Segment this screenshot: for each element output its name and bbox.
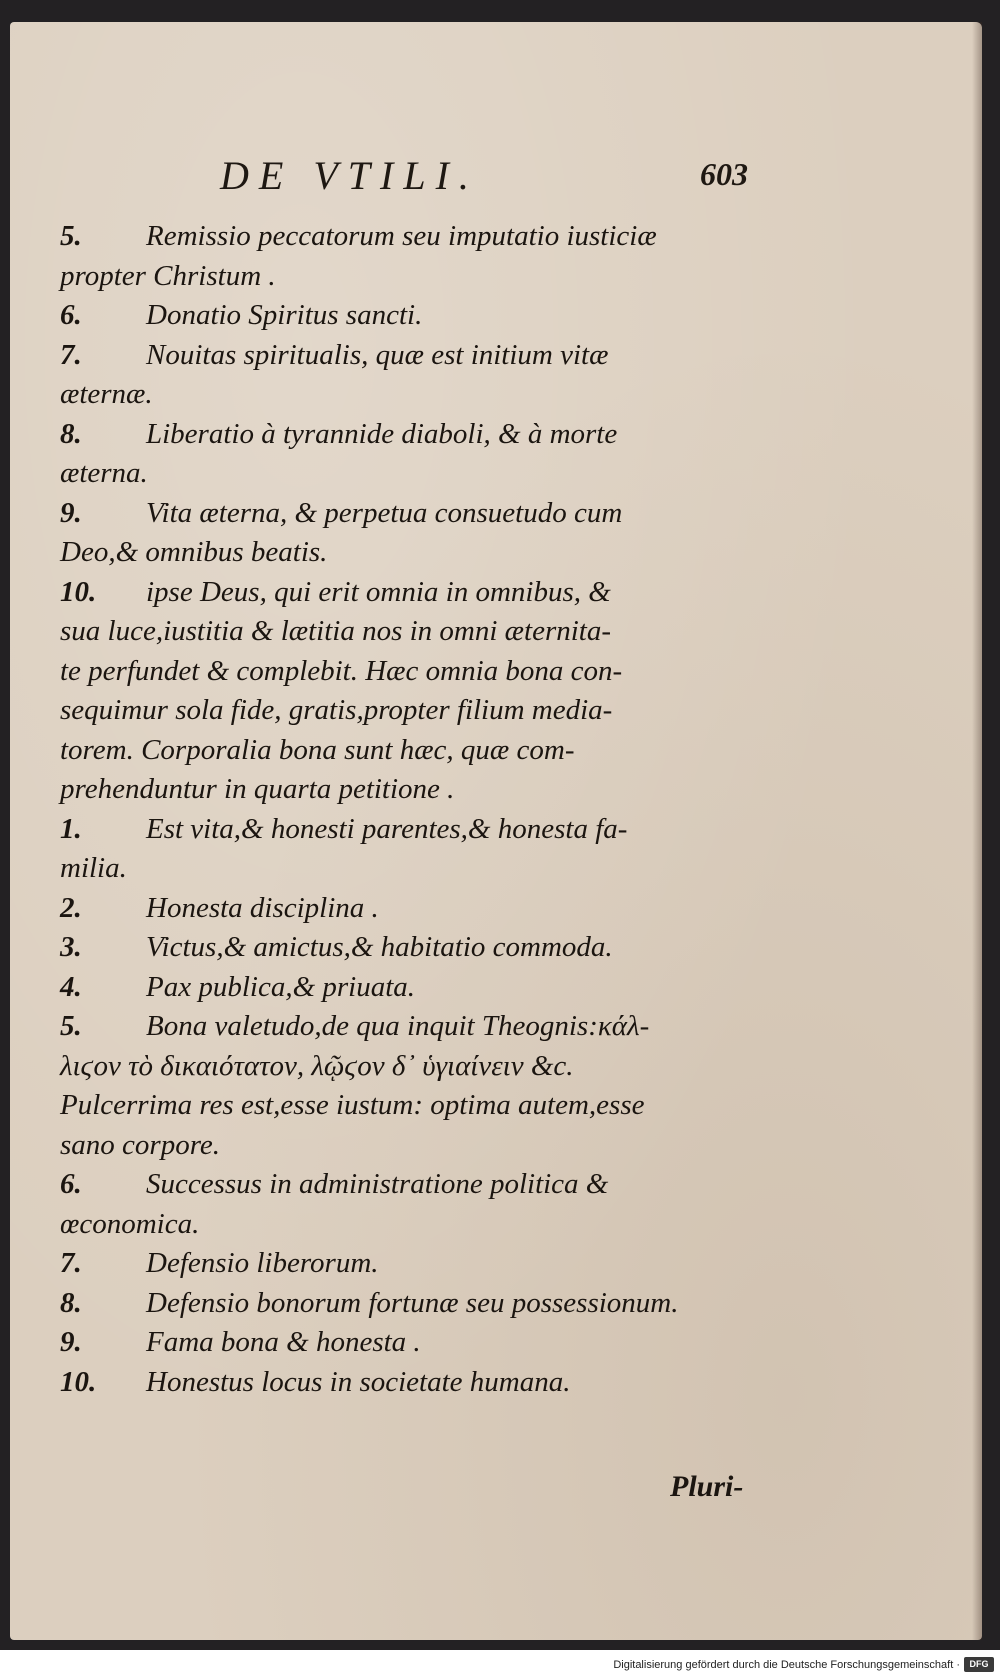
line-text: Nouitas spiritualis, quæ est initium vitæ: [146, 338, 609, 371]
line-text: milia.: [60, 852, 127, 884]
text-line: [60, 257, 770, 297]
text-line: [60, 454, 770, 494]
text-line: [60, 1086, 770, 1126]
text-line: [60, 1165, 770, 1205]
line-text: propter Christum .: [60, 259, 276, 292]
item-number: 5.: [60, 1010, 82, 1042]
text-line: [60, 612, 770, 652]
line-text: Fama bona & honesta .: [146, 1326, 421, 1358]
line-text: Successus in administratione politica &: [146, 1168, 609, 1200]
text-line: [60, 1007, 770, 1047]
line-text: sua luce,iustitia & lætitia nos in omni æternita-: [60, 615, 612, 647]
line-text: Pulcerrima res est,esse iustum: optima autem,esse: [60, 1089, 645, 1121]
item-number: 8.: [60, 417, 82, 450]
text-line: [60, 217, 770, 257]
text-line: [60, 968, 770, 1008]
item-number: 7.: [60, 338, 82, 371]
item-number: 6.: [60, 1168, 82, 1200]
line-text: Defensio liberorum.: [146, 1247, 379, 1279]
text-line: [60, 1323, 770, 1363]
page-number: 603: [700, 156, 748, 192]
footer-credit: Digitalisierung gefördert durch die Deutsche Forschungsgemeinschaft ·: [613, 1659, 960, 1671]
item-number: 10.: [60, 575, 97, 608]
text-line: [60, 889, 770, 929]
text-line: [60, 375, 770, 415]
line-text: Deo,& omnibus beatis.: [60, 536, 328, 568]
page-edge-shadow: [972, 22, 982, 1640]
text-line: [60, 691, 770, 731]
footer-bar: [0, 1652, 1000, 1680]
item-number: 7.: [60, 1247, 82, 1279]
line-text: Vita æterna, & perpetua consuetudo cum: [146, 496, 623, 529]
book-page: [10, 22, 982, 1640]
line-text: sequimur sola fide, gratis,propter filium media-: [60, 694, 613, 726]
text-line: [60, 770, 770, 810]
text-line: [60, 1363, 770, 1403]
text-line: [60, 1205, 770, 1245]
line-text: Honesta disciplina .: [146, 891, 379, 924]
line-text: Remissio peccatorum seu imputatio iusticiæ: [146, 220, 657, 252]
text-line: [60, 494, 770, 534]
line-text: æternæ.: [60, 378, 153, 410]
line-text: Defensio bonorum fortunæ seu possessionum.: [146, 1286, 679, 1319]
item-number: 9.: [60, 496, 82, 529]
text-line: [60, 652, 770, 692]
line-text: λιϛον τὸ δικαιότατον, λῷϛον δ᾽ ὑγιαίνειν &c.: [60, 1049, 574, 1082]
line-text: sano corpore.: [60, 1128, 221, 1161]
page-body-text: [60, 217, 770, 1402]
text-line: [60, 1284, 770, 1324]
line-text: prehenduntur in quarta petitione .: [60, 773, 455, 805]
line-text: œconomica.: [60, 1207, 200, 1240]
item-number: 1.: [60, 812, 82, 845]
text-line: [60, 1126, 770, 1166]
line-text: Est vita,& honesti parentes,& honesta fa-: [146, 812, 628, 845]
item-number: 2.: [60, 891, 82, 924]
text-line: [60, 573, 770, 613]
line-text: torem. Corporalia bona sunt hæc, quæ com-: [60, 733, 575, 766]
text-line: [60, 296, 770, 336]
line-text: Pax publica,& priuata.: [146, 970, 416, 1003]
text-line: [60, 533, 770, 573]
item-number: 9.: [60, 1326, 82, 1358]
catchword: Pluri-: [670, 1470, 744, 1503]
running-head: DE VTILI.: [220, 153, 479, 198]
item-number: 8.: [60, 1286, 82, 1319]
text-line: [60, 849, 770, 889]
text-line: [60, 1244, 770, 1284]
item-number: 4.: [60, 970, 82, 1003]
line-text: ipse Deus, qui erit omnia in omnibus, &: [146, 575, 611, 608]
text-line: [60, 928, 770, 968]
line-text: æterna.: [60, 457, 148, 489]
item-number: 3.: [60, 931, 82, 963]
line-text: Liberatio à tyrannide diaboli, & à morte: [146, 417, 618, 450]
page-header: [10, 132, 982, 198]
dfg-logo: DFG: [964, 1657, 994, 1672]
line-text: te perfundet & complebit. Hæc omnia bona con-: [60, 654, 623, 687]
item-number: 6.: [60, 299, 82, 331]
line-text: Bona valetudo,de qua inquit Theognis:κάλ-: [146, 1010, 650, 1042]
item-number: 5.: [60, 220, 82, 252]
item-number: 10.: [60, 1365, 97, 1398]
line-text: Honestus locus in societate humana.: [146, 1365, 571, 1398]
text-line: [60, 731, 770, 771]
text-line: [60, 336, 770, 376]
text-line: [60, 1047, 770, 1087]
line-text: Donatio Spiritus sancti.: [146, 299, 423, 331]
line-text: Victus,& amictus,& habitatio commoda.: [146, 931, 613, 963]
text-line: [60, 810, 770, 850]
text-line: [60, 415, 770, 455]
